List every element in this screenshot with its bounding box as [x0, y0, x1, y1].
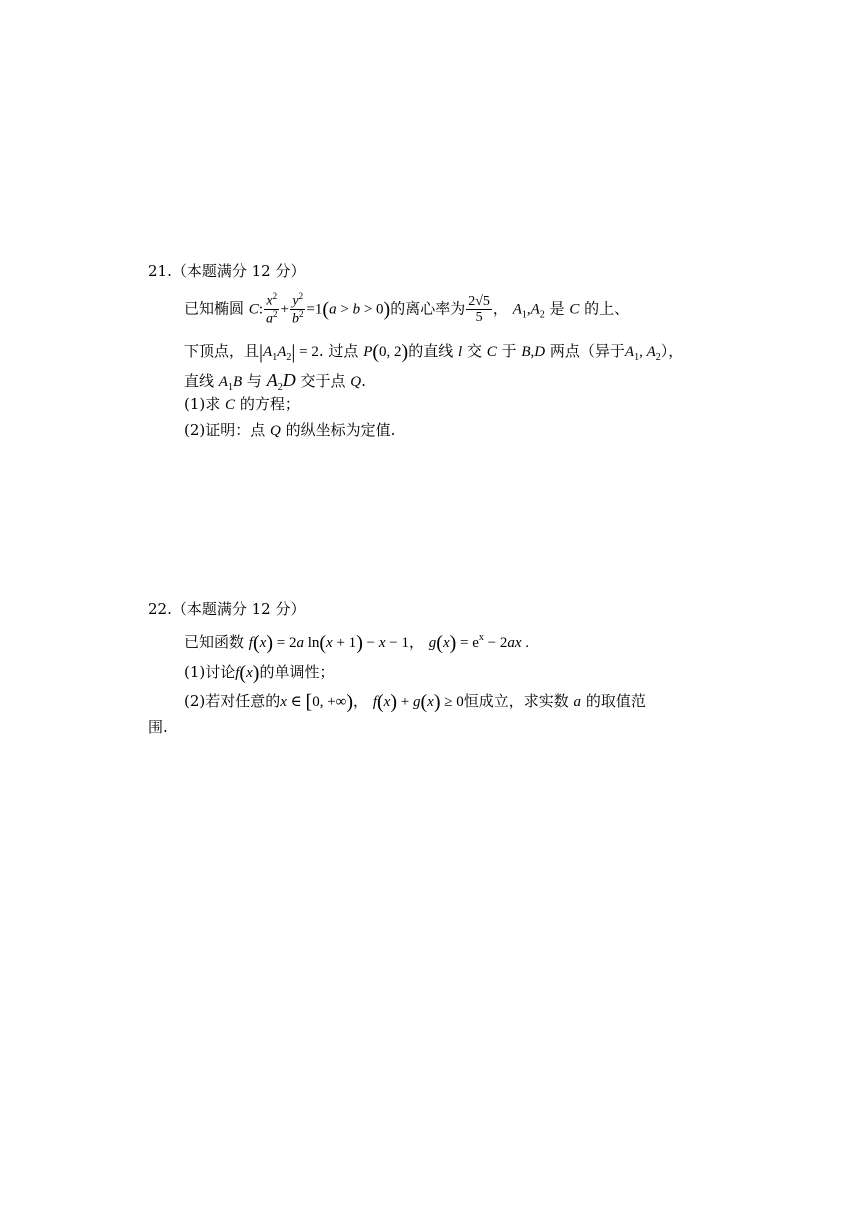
problem-21-line-3: 直线 $A_1B$ 与 $A_2D$ 交于点 Q. [184, 370, 366, 393]
problem-22-line-1: 已知函数 f(x) = 2a ln(x + 1) − x − 1， $g(x) = e^x - 2ax$ . [184, 632, 530, 654]
problem-21-header: 21.（本题满分 12 分） [148, 262, 306, 280]
problem-21-line-2: 下顶点，且$|A_1A_2| = 2$. 过点 P(0, 2)的直线 l 交 C 于 B,D 两点（异于$A_1$, $A_2$）， [184, 341, 684, 363]
problem-21-line-1: 已知椭圆 C: $\frac{x^2}{a^2}$ + $\frac{y^2}{b^2}$ =1(a > b > 0)的离心率为 $\frac{2√5}{5}$ ， $A_1,A_2$ 是 C 的上、 [184, 291, 630, 327]
problem-22-question-1: (1)讨论f(x)的单调性； [184, 662, 335, 684]
problem-21-question-2: (2)证明：点 Q 的纵坐标为定值. [184, 421, 396, 439]
problem-22-header: 22.（本题满分 12 分） [148, 600, 306, 618]
ellipse-formula: C [248, 301, 259, 318]
problem-22-question-2: (2)若对任意的x ∈ [0, +∞)， f(x) + g(x) ≥ 0恒成立，求实数 a 的取值范 [184, 691, 646, 713]
eccentricity-value: $\frac{2√5}{5}$ [468, 293, 490, 326]
problem-22-question-2-wrap: 围. [148, 718, 168, 736]
problem-21-question-1: (1)求 C 的方程； [184, 395, 300, 413]
